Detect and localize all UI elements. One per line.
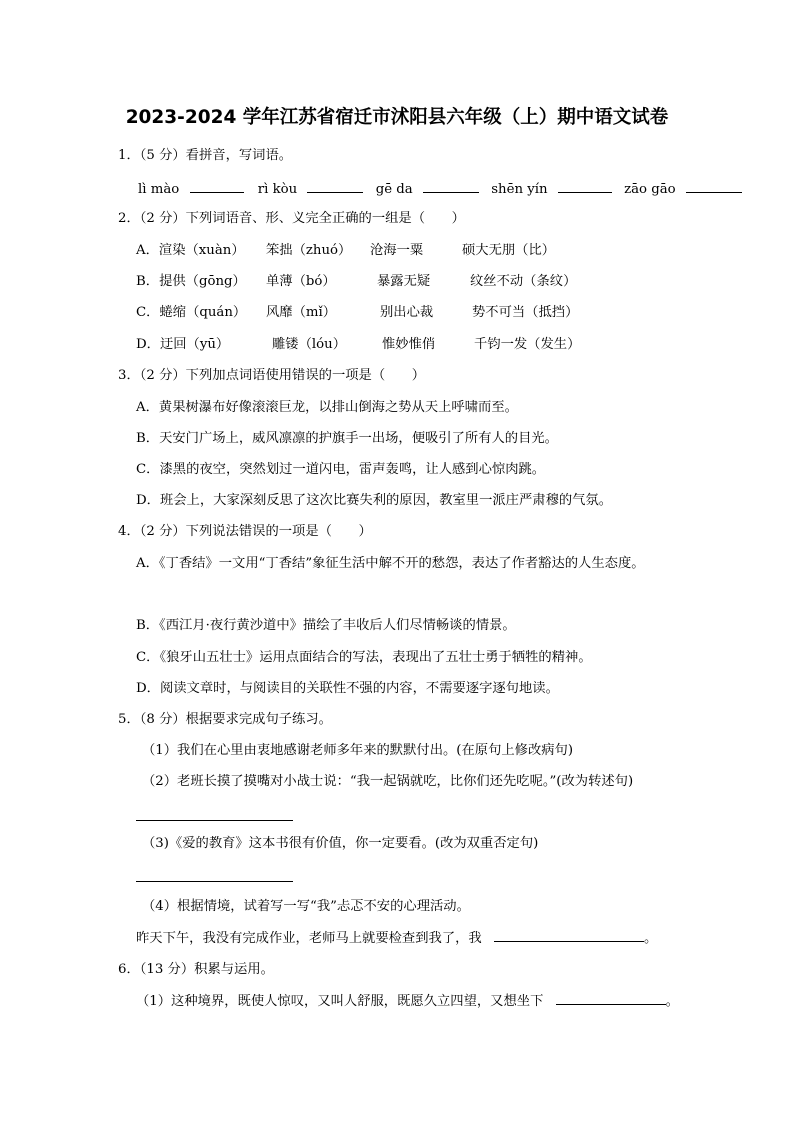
answer-blank[interactable] bbox=[686, 180, 742, 193]
q4-option-d[interactable]: D．阅读文章时，与阅读目的关联性不强的内容，不需要逐字逐句地读。 bbox=[136, 681, 559, 696]
pinyin-3: gē da bbox=[375, 182, 413, 197]
q5-sub-1: （1）我们在心里由衷地感谢老师多年来的默默付出。(在原句上修改病句) bbox=[142, 743, 574, 758]
answer-blank[interactable] bbox=[190, 180, 244, 193]
page-title: 2023-2024 学年江苏省宿迁市沭阳县六年级（上）期中语文试卷 bbox=[125, 107, 669, 128]
option-word: D．迂回（yū） bbox=[136, 337, 230, 352]
q3-option-a[interactable]: A．黄果树瀑布好像滚滚巨龙，以排山倒海之势从天上呼啸而至。 bbox=[136, 400, 518, 415]
question-2-stem: 2．（2 分）下列词语音、形、义完全正确的一组是（ ） bbox=[118, 211, 465, 226]
option-word: 千钧一发（发生） bbox=[474, 337, 581, 352]
answer-line[interactable] bbox=[136, 820, 293, 821]
option-word: 惟妙惟俏 bbox=[382, 337, 436, 352]
option-word: 硕大无朋（比） bbox=[462, 243, 556, 258]
option-word: 沧海一粟 bbox=[370, 243, 424, 258]
answer-blank[interactable] bbox=[494, 929, 644, 942]
question-6-stem: 6．（13 分）积累与运用。 bbox=[118, 962, 274, 977]
option-word: 暴露无疑 bbox=[377, 274, 431, 289]
pinyin-row bbox=[138, 180, 742, 199]
prompt-text: （1）这种境界，既使人惊叹，又叫人舒服，既愿久立四望，又想坐下 bbox=[136, 994, 544, 1009]
q5-sub-4: （4）根据情境，试着写一写“我”忐忑不安的心理活动。 bbox=[142, 899, 470, 914]
q5-sub-2: （2）老班长摸了摸嘴对小战士说：“我一起锅就吃，比你们还先吃呢。”(改为转述句) bbox=[142, 774, 634, 789]
question-1-stem: 1．（5 分）看拼音，写词语。 bbox=[118, 148, 293, 163]
pinyin-2: rì kòu bbox=[257, 182, 298, 197]
pinyin-4: shēn yín bbox=[491, 182, 548, 197]
q3-option-d[interactable]: D．班会上，大家深刻反思了这次比赛失利的原因，教室里一派庄严肃穆的气氛。 bbox=[136, 493, 613, 508]
pinyin-5: zāo gāo bbox=[624, 182, 676, 197]
q5-sub-4-prompt bbox=[136, 929, 657, 948]
answer-blank[interactable] bbox=[307, 180, 363, 193]
answer-line[interactable] bbox=[136, 881, 293, 882]
question-4-stem: 4．（2 分）下列说法错误的一项是（ ） bbox=[118, 524, 372, 539]
q6-sub-1 bbox=[136, 992, 679, 1011]
answer-blank[interactable] bbox=[556, 992, 666, 1005]
q4-option-a[interactable]: A．《丁香结》一文用“丁香结”象征生活中解不开的愁怨，表达了作者豁达的人生态度。 bbox=[136, 556, 645, 571]
q4-option-b[interactable]: B．《西江月·夜行黄沙道中》描绘了丰收后人们尽情畅谈的情景。 bbox=[136, 618, 516, 633]
option-word: 单薄（bó） bbox=[266, 274, 336, 289]
prompt-text: 昨天下午，我没有完成作业，老师马上就要检查到我了，我 bbox=[136, 931, 482, 946]
option-word: A．渲染（xuàn） bbox=[136, 243, 245, 258]
question-5-stem: 5．（8 分）根据要求完成句子练习。 bbox=[118, 712, 332, 727]
question-3-stem: 3．（2 分）下列加点词语使用错误的一项是（ ） bbox=[118, 368, 426, 383]
option-word: 风靡（mǐ） bbox=[266, 305, 337, 320]
option-word: 笨拙（zhuó） bbox=[266, 243, 352, 258]
option-word: 别出心裁 bbox=[380, 305, 434, 320]
pinyin-1: lì mào bbox=[138, 182, 180, 197]
option-word: 雕镂（lóu） bbox=[272, 337, 347, 352]
option-word: 纹丝不动（条纹） bbox=[470, 274, 577, 289]
option-word: C．蜷缩（quán） bbox=[136, 305, 247, 320]
q3-option-c[interactable]: C．漆黑的夜空，突然划过一道闪电，雷声轰鸣，让人感到心惊肉跳。 bbox=[136, 462, 546, 477]
answer-blank[interactable] bbox=[558, 180, 612, 193]
option-word: B．提供（gōng） bbox=[136, 274, 246, 289]
option-word: 势不可当（抵挡） bbox=[472, 305, 579, 320]
q4-option-c[interactable]: C．《狼牙山五壮士》运用点面结合的写法，表现出了五壮士勇于牺牲的精神。 bbox=[136, 650, 592, 665]
answer-blank[interactable] bbox=[423, 180, 479, 193]
period: 。 bbox=[665, 994, 679, 1009]
period: 。 bbox=[643, 931, 658, 946]
q5-sub-3: （3)《爱的教育》这本书很有价值，你一定要看。(改为双重否定句) bbox=[142, 836, 539, 851]
q3-option-b[interactable]: B．天安门广场上，威风凛凛的护旗手一出场，便吸引了所有人的目光。 bbox=[136, 431, 558, 446]
